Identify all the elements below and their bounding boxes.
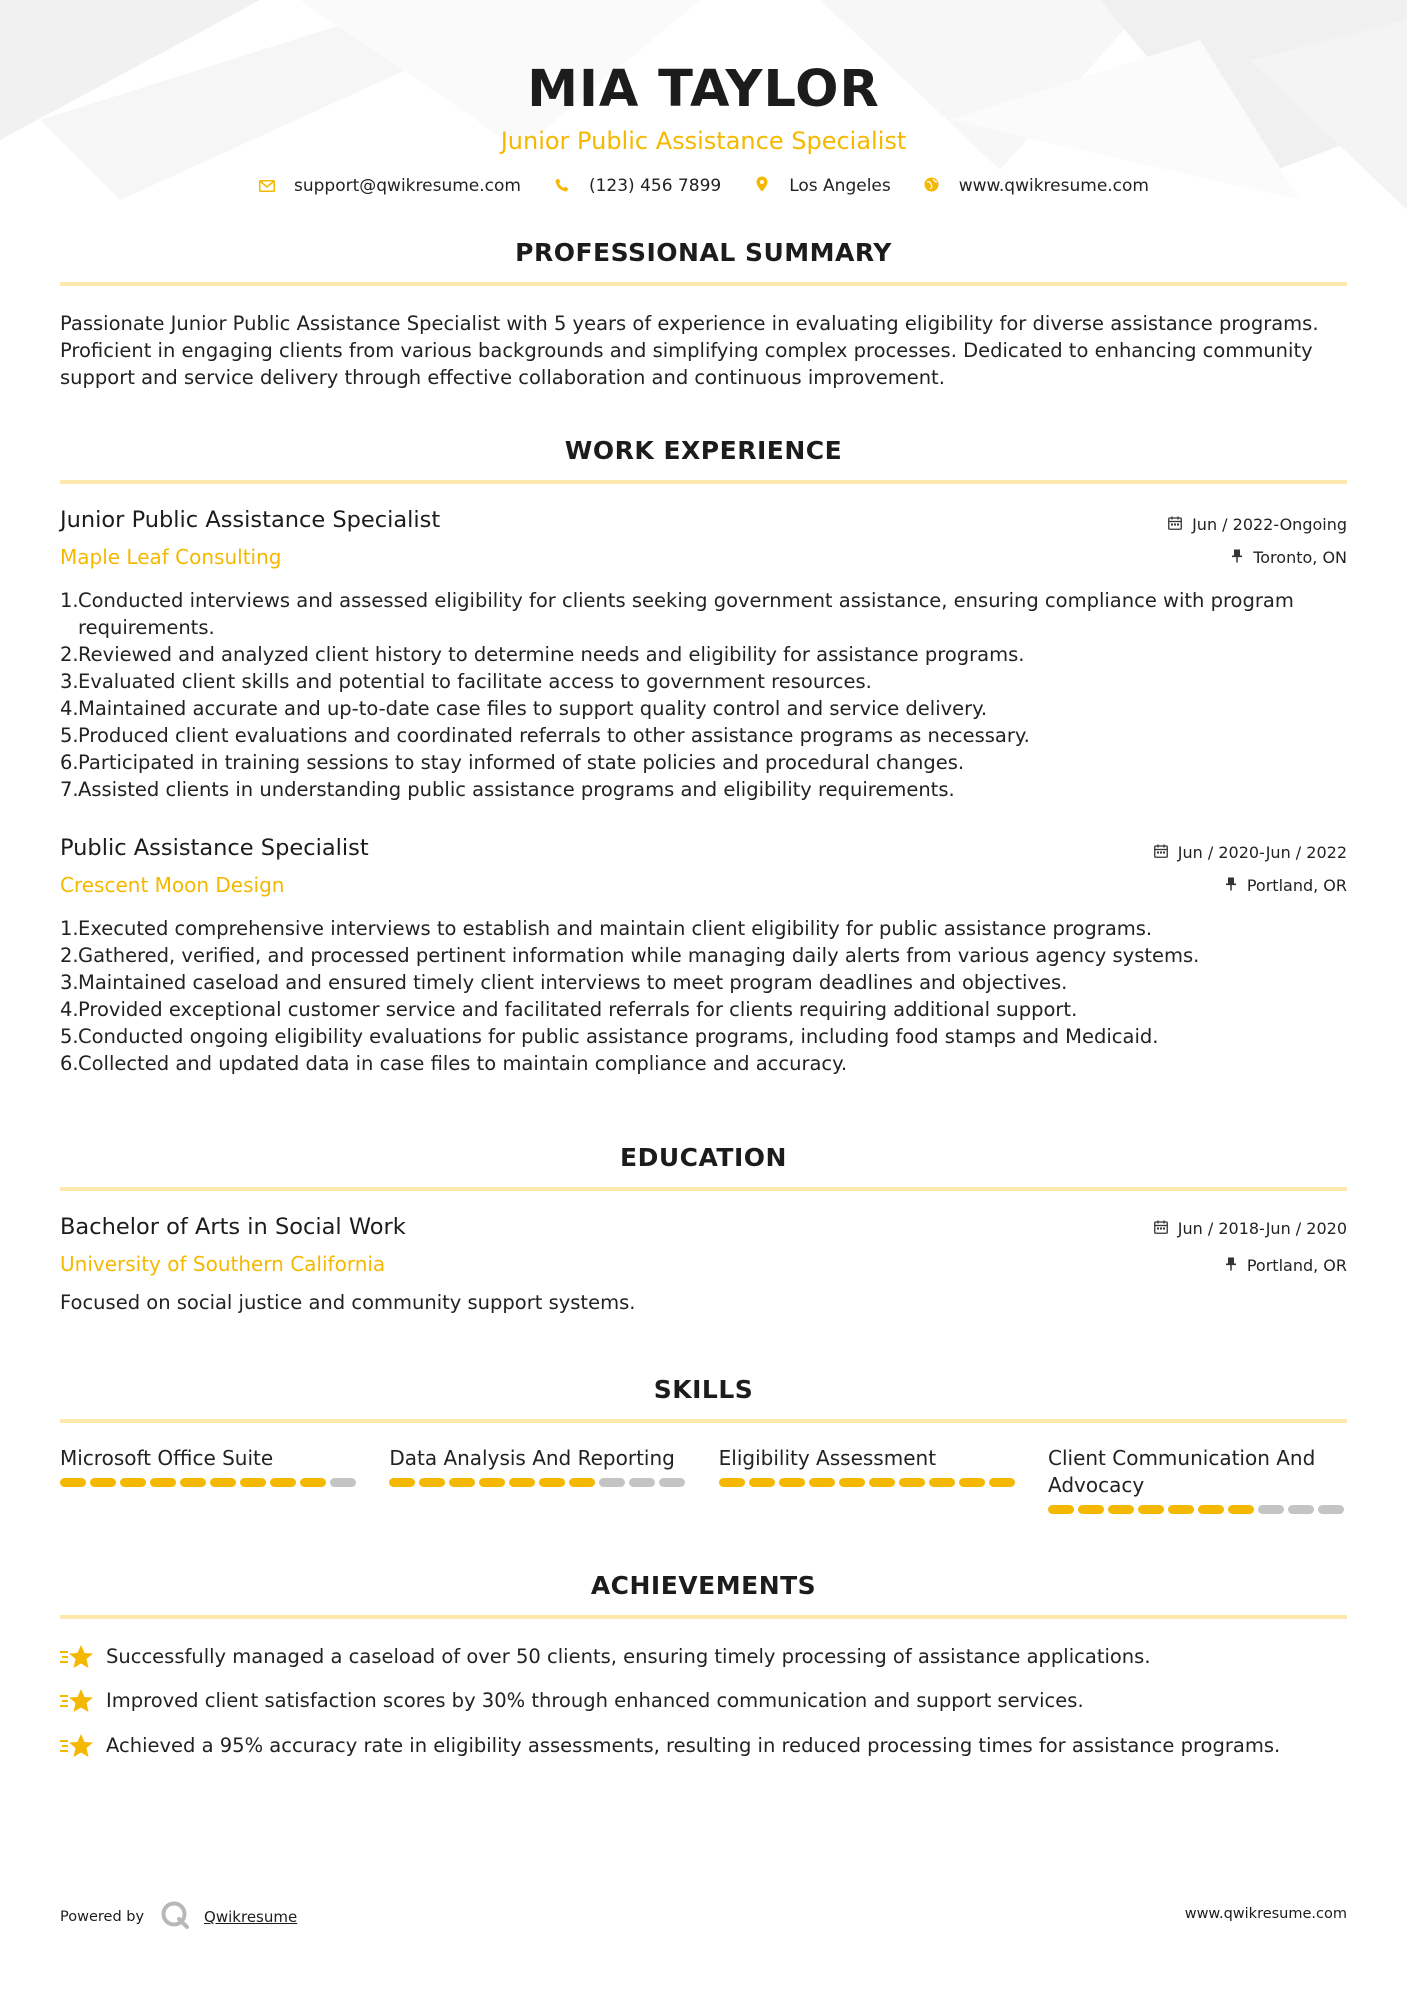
skill-item [719,1445,1018,1514]
list-item: 7. Assisted clients in understanding public assistance programs and eligibility requirements. [60,778,955,801]
candidate-role: Junior Public Assistance Specialist [500,127,907,155]
star-icon [60,1687,94,1715]
contact-bar [0,176,1407,196]
footer-website-link[interactable]: www.qwikresume.com [1184,1906,1347,1922]
job-title: Junior Public Assistance Specialist [60,507,441,533]
skill-segment-empty [1258,1505,1284,1514]
skill-segment-filled [60,1478,86,1487]
skill-segment-empty [1288,1505,1314,1514]
job-dates [1154,843,1347,862]
contact-location-text: Los Angeles [789,176,891,196]
job-location [1225,876,1347,895]
phone-icon [553,177,571,196]
skill-segment-filled [150,1478,176,1487]
list-item: 6. Collected and updated data in case files to maintain compliance and accuracy. [60,1052,848,1075]
calendar-icon [1154,1220,1168,1238]
achievement-text: Achieved a 95% accuracy rate in eligibility assessments, resulting in reduced processing times for assistance programs. [106,1734,1281,1757]
skills-grid [60,1445,1347,1514]
skill-item [1048,1445,1347,1514]
job-title: Public Assistance Specialist [60,835,369,861]
skill-segment-filled [929,1478,955,1487]
experience-divider [60,480,1347,484]
skill-segment-empty [599,1478,625,1487]
skill-segment-filled [240,1478,266,1487]
skill-segment-filled [1078,1505,1104,1514]
company-name: Maple Leaf Consulting [60,545,282,569]
skill-segment-filled [1168,1505,1194,1514]
contact-website-text: www.qwikresume.com [958,176,1149,196]
skill-name: Client Communication And Advocacy [1047,1446,1316,1497]
education-location [1225,1256,1347,1275]
skill-segment-filled [539,1478,565,1487]
powered-by-label: Powered by [60,1909,145,1925]
skill-segment-filled [719,1478,745,1487]
achievement-text: Successfully managed a caseload of over 50 clients, ensuring timely processing of assistance applications. [106,1645,1151,1668]
summary-section-title: PROFESSIONAL SUMMARY [515,238,892,267]
skill-name: Data Analysis And Reporting [389,1446,675,1470]
pin-icon [1225,1257,1237,1275]
contact-phone[interactable] [553,176,721,196]
skill-segment-filled [779,1478,805,1487]
skill-segment-filled [509,1478,535,1487]
skill-segment-filled [389,1478,415,1487]
job-bullet-list [60,915,1347,1077]
list-item: 2. Gathered, verified, and processed pertinent information while managing daily alerts from various agency systems. [60,944,1200,967]
skill-segment-filled [1228,1505,1254,1514]
star-icon [60,1643,94,1671]
list-item: 1. Conducted interviews and assessed eligibility for clients seeking government assistance, ensuring compliance with program requirements. [60,589,1294,639]
footer-powered-by [60,1900,297,1934]
skill-segment-empty [659,1478,685,1487]
skill-segment-empty [629,1478,655,1487]
candidate-name: MIA TAYLOR [527,60,880,119]
job-location [1231,548,1347,567]
skill-segment-filled [180,1478,206,1487]
education-dates-text: Jun / 2018-Jun / 2020 [1177,1219,1347,1238]
contact-location [753,176,891,196]
skill-segment-filled [270,1478,296,1487]
skill-segment-filled [1138,1505,1164,1514]
map-marker-icon [753,176,771,196]
skill-level-bar [389,1478,688,1487]
skill-level-bar [719,1478,1018,1487]
skill-item [60,1445,359,1514]
skill-item [389,1445,688,1514]
skill-segment-filled [749,1478,775,1487]
achievements-section-title: ACHIEVEMENTS [590,1571,817,1600]
pin-icon [1231,549,1243,567]
school-name: University of Southern California [60,1252,386,1276]
job-location-text: Toronto, ON [1253,548,1347,567]
skill-segment-filled [1108,1505,1134,1514]
list-item: 4. Provided exceptional customer service and facilitated referrals for clients requiring additional support. [60,998,1078,1021]
calendar-icon [1168,516,1182,534]
education-description: Focused on social justice and community support systems. [60,1291,636,1314]
skill-segment-filled [959,1478,985,1487]
list-item: 3. Maintained caseload and ensured timely client interviews to meet program deadlines and objectives. [60,971,1068,994]
contact-phone-text: (123) 456 7899 [588,176,722,196]
summary-divider [60,282,1347,286]
skill-segment-filled [1198,1505,1224,1514]
education-section-title: EDUCATION [620,1143,787,1172]
skill-level-bar [1048,1505,1347,1514]
skill-level-bar [60,1478,359,1487]
skill-segment-filled [419,1478,445,1487]
list-item: 2. Reviewed and analyzed client history to determine needs and eligibility for assistance programs. [60,643,1025,666]
list-item: 6. Participated in training sessions to stay informed of state policies and procedural changes. [60,751,965,774]
degree-title: Bachelor of Arts in Social Work [60,1214,406,1240]
achievements-divider [60,1615,1347,1619]
contact-email[interactable] [258,176,521,196]
star-icon [60,1732,94,1760]
list-item: 5. Conducted ongoing eligibility evaluations for public assistance programs, including food stamps and Medicaid. [60,1025,1159,1048]
job-bullet-list [60,587,1347,803]
achievement-item [60,1687,1347,1714]
list-item: 4. Maintained accurate and up-to-date case files to support quality control and service delivery. [60,697,988,720]
skill-segment-empty [330,1478,356,1487]
education-location-text: Portland, OR [1246,1256,1347,1275]
resume-header [0,58,1407,196]
contact-website[interactable] [923,176,1149,196]
skill-segment-filled [839,1478,865,1487]
skill-segment-empty [1318,1505,1344,1514]
contact-email-text: support@qwikresume.com [294,176,521,196]
achievement-text: Improved client satisfaction scores by 30% through enhanced communication and support services. [106,1689,1084,1712]
skill-segment-filled [449,1478,475,1487]
skill-segment-filled [300,1478,326,1487]
skill-segment-filled [809,1478,835,1487]
envelope-icon [258,177,276,196]
skill-name: Eligibility Assessment [718,1446,937,1470]
skill-segment-filled [869,1478,895,1487]
calendar-icon [1154,844,1168,862]
globe-icon [923,177,941,196]
job-dates-text: Jun / 2022-Ongoing [1192,515,1347,534]
skill-segment-filled [210,1478,236,1487]
achievement-item [60,1643,1347,1670]
qwikresume-logo-icon [160,1900,190,1934]
skill-segment-filled [479,1478,505,1487]
skills-divider [60,1419,1347,1423]
summary-text: Passionate Junior Public Assistance Specialist with 5 years of experience in evaluating eligibility for diverse assistance programs. Proficient in engaging clients from various backgrounds and simplifying complex processes. Dedicated to enhancing community support and service delivery through effective collaboration and continuous improvement. [60,312,1319,389]
skills-section-title: SKILLS [653,1375,754,1404]
skill-segment-filled [1048,1505,1074,1514]
skill-segment-filled [989,1478,1015,1487]
experience-section-title: WORK EXPERIENCE [564,436,843,465]
skill-segment-filled [120,1478,146,1487]
job-dates-text: Jun / 2020-Jun / 2022 [1177,843,1347,862]
list-item: 3. Evaluated client skills and potential to facilitate access to government resources. [60,670,872,693]
education-dates [1154,1219,1347,1238]
job-location-text: Portland, OR [1246,876,1347,895]
job-dates [1168,515,1347,534]
skill-segment-filled [899,1478,925,1487]
list-item: 1. Executed comprehensive interviews to establish and maintain client eligibility for public assistance programs. [60,917,1153,940]
education-divider [60,1187,1347,1191]
pin-icon [1225,877,1237,895]
skill-segment-filled [90,1478,116,1487]
list-item: 5. Produced client evaluations and coordinated referrals to other assistance programs as necessary. [60,724,1030,747]
company-name: Crescent Moon Design [60,873,285,897]
achievement-item [60,1732,1347,1759]
skill-name: Microsoft Office Suite [60,1446,274,1470]
skill-segment-filled [569,1478,595,1487]
qwikresume-link[interactable]: Qwikresume [204,1908,298,1926]
